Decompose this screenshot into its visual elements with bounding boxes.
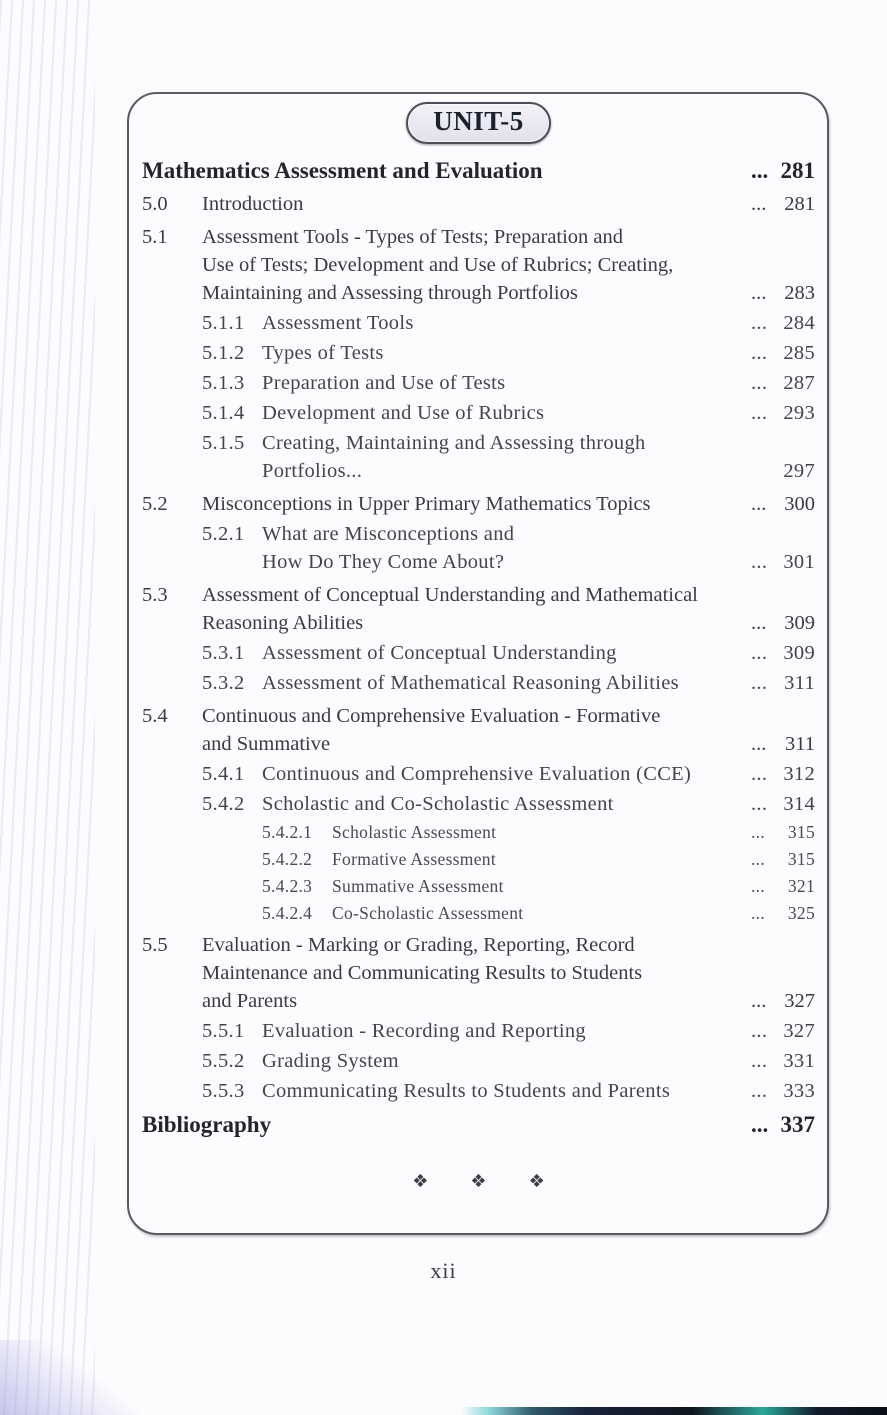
dot-leader: ... [751,1020,768,1042]
toc-entry-title: Communicating Results to Students and Parents [262,1080,671,1102]
toc-entry-5.4.2.3 [142,873,815,899]
toc-entry-page-ref [751,457,815,485]
page-number: 281 [780,158,815,183]
toc-entry-page-ref [751,900,815,926]
toc-entry-number: 5.5.2 [202,1050,245,1072]
dot-leader: ... [751,612,767,634]
toc-entry-number: 5.4 [142,705,168,727]
toc-entry-page-ref [751,279,815,307]
diamond-dingbat-icon: ❖ [470,1171,487,1192]
toc-entry-title: Scholastic Assessment [332,822,497,842]
page-number: 333 [783,1080,815,1102]
toc-entry-5.1.2 [142,339,815,367]
scan-corner-artifact [0,1340,140,1415]
page-number: 311 [785,733,815,755]
toc-entry-page-ref [751,819,815,845]
scan-streak-artifact [0,0,95,1415]
toc-entry-page-ref [751,369,815,397]
toc-entry-title: Types of Tests [262,342,384,364]
dot-leader: ... [751,642,768,664]
toc-entry-5.2.1 [142,520,815,576]
toc-frame [127,92,829,1235]
toc-entry-number: 5.4.2 [202,793,245,815]
dot-leader: ... [751,493,767,515]
dot-leader: ... [751,672,768,694]
toc-entry-number: 5.1.2 [202,342,245,364]
page-number: 293 [783,402,815,424]
toc-entry-title: Evaluation - Recording and Reporting [262,1020,586,1042]
toc-entry-number: 5.4.2.1 [262,822,313,842]
toc-entry-number: 5.2.1 [202,523,245,545]
toc-entry-5.1.4 [142,399,815,427]
toc-entry-page-ref [751,873,815,899]
toc-entry-number: 5.5.1 [202,1020,245,1042]
toc-entry-number: 5.1 [142,226,168,248]
dot-leader: ... [751,793,768,815]
toc-entry-5.5.2 [142,1047,815,1075]
diamond-dingbat-icon: ❖ [528,1171,545,1192]
toc-entry-title: Development and Use of Rubrics [262,402,545,424]
toc-entry-5.0 [142,190,815,218]
toc-entry-number: 5.3 [142,584,168,606]
dot-leader: ... [751,763,768,785]
dot-leader: ... [751,733,767,755]
toc-entry-5.2 [142,490,815,518]
toc-entry-number: 5.0 [142,193,168,215]
page-number: 309 [784,612,815,634]
toc-entry-number: 5.4.2.2 [262,849,313,869]
toc-entry-title: Evaluation - Marking or Grading, Reporting, Record Maintenance and Communicating Results to Students and Parents [202,934,643,1012]
page-number: 331 [783,1050,815,1072]
folio-page-number: xii [430,1258,457,1283]
toc-entry-page-ref [751,399,815,427]
toc-entry-number: 5.5.3 [202,1080,245,1102]
page-number: 283 [784,282,815,304]
dot-leader: ... [751,990,767,1012]
scan-edge-artifact [0,1407,887,1415]
toc-entry-page-ref [751,548,815,576]
page-number: 337 [780,1112,815,1137]
toc-entry-page-ref [751,1017,815,1045]
toc-entry-page-ref [751,157,815,185]
toc-entry-bibliography [142,1111,815,1139]
toc-entry-title: Scholastic and Co-Scholastic Assessment [262,793,614,815]
toc-entry-5.4.2.4 [142,900,815,926]
dot-leader: ... [751,342,768,364]
page-number: 314 [783,793,815,815]
page-number: 315 [787,849,815,869]
toc-entry-title: Continuous and Comprehensive Evaluation - Formative and Summative [202,705,661,755]
toc-list [142,157,815,1139]
toc-entry-number: 5.2 [142,493,168,515]
toc-entry-page-ref [751,1077,815,1105]
toc-entry-title: Assessment of Conceptual Understanding [262,642,617,664]
toc-entry-page-ref [751,1111,815,1139]
toc-entry-number: 5.1.1 [202,312,245,334]
toc-entry-number: 5.5 [142,934,168,956]
dot-leader: ... [751,849,766,869]
page-number: 311 [784,672,815,694]
toc-entry-5.1.3 [142,369,815,397]
toc-entry-page-ref [751,760,815,788]
toc-entry-page-ref [751,309,815,337]
toc-entry-title: Bibliography [142,1112,272,1137]
page-number: 300 [784,493,815,515]
dot-leader: ... [751,312,768,334]
toc-entry-number: 5.4.2.4 [262,903,313,923]
toc-entry-5.1.1 [142,309,815,337]
toc-entry-5.5 [142,931,815,1015]
toc-entry-number: 5.4.1 [202,763,245,785]
toc-entry-title: Co-Scholastic Assessment [332,903,524,923]
toc-entry-title: Misconceptions in Upper Primary Mathematics Topics [202,493,651,515]
page-number: 284 [783,312,815,334]
toc-entry-title: Assessment of Conceptual Understanding and Mathematical Reasoning Abilities [202,584,698,634]
toc-entry-page-ref [751,190,815,218]
dot-leader: ... [751,1112,769,1137]
dot-leader: ... [751,551,768,573]
page-number: 285 [783,342,815,364]
dot-leader: ... [751,158,769,183]
toc-entry-page-ref [751,639,815,667]
dot-leader: ... [751,372,768,394]
page-number: 287 [783,372,815,394]
dot-leader: ... [751,876,766,896]
toc-entry-title: Grading System [262,1050,399,1072]
page-number: 327 [783,1020,815,1042]
page-number: 297 [783,460,815,482]
toc-entry-page-ref [751,339,815,367]
toc-entry-number: 5.4.2.3 [262,876,313,896]
toc-entry-title: Assessment of Mathematical Reasoning Abilities [262,672,679,694]
toc-entry-title: Creating, Maintaining and Assessing through Portfolios... [262,432,646,482]
toc-entry-page-ref [751,987,815,1015]
toc-entry-5.3.2 [142,669,815,697]
toc-entry-5.1.5 [142,429,815,485]
dot-leader: ... [751,193,767,215]
dot-leader: ... [751,822,766,842]
toc-entry-page-ref [751,609,815,637]
diamond-dingbat-icon: ❖ [412,1171,429,1192]
toc-entry-number: 5.3.2 [202,672,245,694]
section-end-ornament [142,1171,815,1192]
page-number: 325 [787,903,815,923]
toc-entry-page-ref [751,1047,815,1075]
page-number: 301 [783,551,815,573]
toc-entry-number: 5.1.4 [202,402,245,424]
toc-entry-5.1 [142,223,815,307]
page-number: 327 [784,990,815,1012]
toc-entry-5.5.1 [142,1017,815,1045]
toc-entry-page-ref [751,490,815,518]
toc-entry-title: Summative Assessment [332,876,504,896]
toc-entry-title: Preparation and Use of Tests [262,372,506,394]
page-number: 309 [783,642,815,664]
toc-entry-5.4.2.2 [142,846,815,872]
toc-entry-title: Introduction [202,193,304,215]
toc-entry-title: Continuous and Comprehensive Evaluation (CCE) [262,763,692,785]
toc-entry-title: Assessment Tools [262,312,414,334]
toc-entry-title: Assessment Tools - Types of Tests; Preparation and Use of Tests; Development and Use of Rubrics; Creating, Maintaining and Assessing through Portfolios [202,226,674,304]
toc-entry-main-heading [142,157,815,185]
toc-entry-page-ref [751,846,815,872]
toc-entry-5.4.2.1 [142,819,815,845]
page-number: 281 [784,193,815,215]
page-number: 321 [787,876,815,896]
page-number: 312 [783,763,815,785]
dot-leader: ... [751,282,767,304]
dot-leader: ... [751,903,766,923]
toc-entry-number: 5.1.5 [202,432,245,454]
toc-entry-title: Mathematics Assessment and Evaluation [142,158,543,183]
toc-entry-5.4.2 [142,790,815,818]
toc-entry-5.5.3 [142,1077,815,1105]
toc-entry-5.4 [142,702,815,758]
toc-entry-page-ref [751,790,815,818]
dot-leader: ... [751,402,768,424]
toc-entry-5.3.1 [142,639,815,667]
toc-entry-page-ref [751,730,815,758]
toc-entry-title: What are Misconceptions and How Do They Come About? [262,523,515,573]
toc-entry-title: Formative Assessment [332,849,496,869]
dot-leader: ... [751,1050,768,1072]
unit-badge: UNIT-5 [406,102,551,144]
toc-entry-page-ref [751,669,815,697]
unit-badge-wrap [142,102,815,144]
dot-leader: ... [751,1080,768,1102]
page-number: 315 [787,822,815,842]
toc-entry-5.3 [142,581,815,637]
toc-entry-5.4.1 [142,760,815,788]
toc-entry-number: 5.3.1 [202,642,245,664]
toc-entry-number: 5.1.3 [202,372,245,394]
